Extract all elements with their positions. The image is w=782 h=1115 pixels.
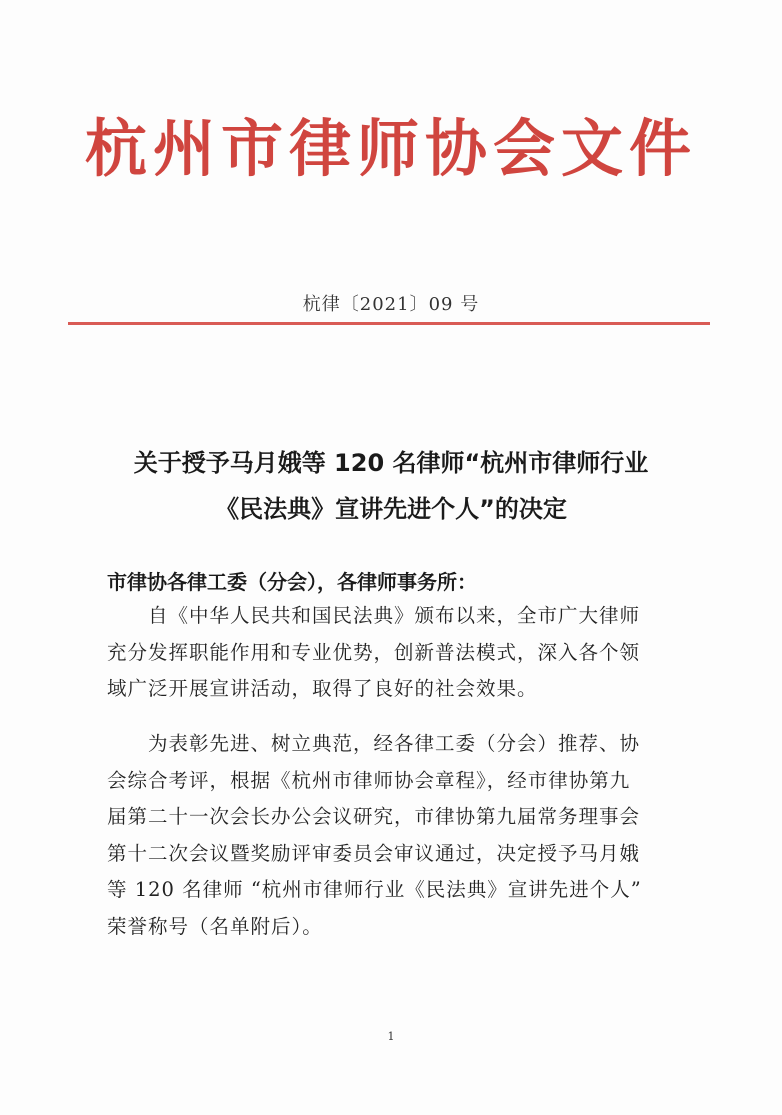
paragraph-line: 等 120 名律师 “杭州市律师行业《民法典》宣讲先进个人” <box>107 878 642 901</box>
paragraph-line: 第十二次会议暨奖励评审委员会审议通过，决定授予马月娥 <box>107 841 641 865</box>
title-line-1: 关于授予马月娥等 120 名律师“杭州市律师行业 <box>133 449 649 477</box>
paragraph-line: 域广泛开展宣讲活动，取得了良好的社会效果。 <box>107 677 538 700</box>
red-divider <box>68 322 710 325</box>
paragraph-line: 荣誉称号（名单附后）。 <box>107 914 323 938</box>
org-title: 杭州市律师协会文件 <box>84 112 697 185</box>
document-number: 杭律〔2021〕09 号 <box>302 294 480 315</box>
title-line-2: 《民法典》宣讲先进个人”的决定 <box>215 495 567 523</box>
paragraph-line: 自《中华人民共和国民法典》颁布以来，全市广大律师 <box>107 604 641 627</box>
paragraph-line: 届第二十一次会长办公会议研究，市律协第九届常务理事会 <box>107 805 641 828</box>
paragraph-line: 充分发挥职能作用和专业优势，创新普法模式，深入各个领 <box>107 640 641 664</box>
document-title <box>60 440 722 532</box>
paragraph-line: 会综合考评，根据《杭州市律师协会章程》，经市律协第九 <box>107 768 631 792</box>
salutation: 市律协各律工委（分会），各律师事务所： <box>107 570 477 594</box>
paragraph-line: 为表彰先进、树立典范，经各律工委（分会）推荐、协 <box>107 732 641 755</box>
paragraph-1 <box>107 598 677 708</box>
paragraph-2 <box>107 726 677 945</box>
page-number: 1 <box>387 1030 395 1043</box>
